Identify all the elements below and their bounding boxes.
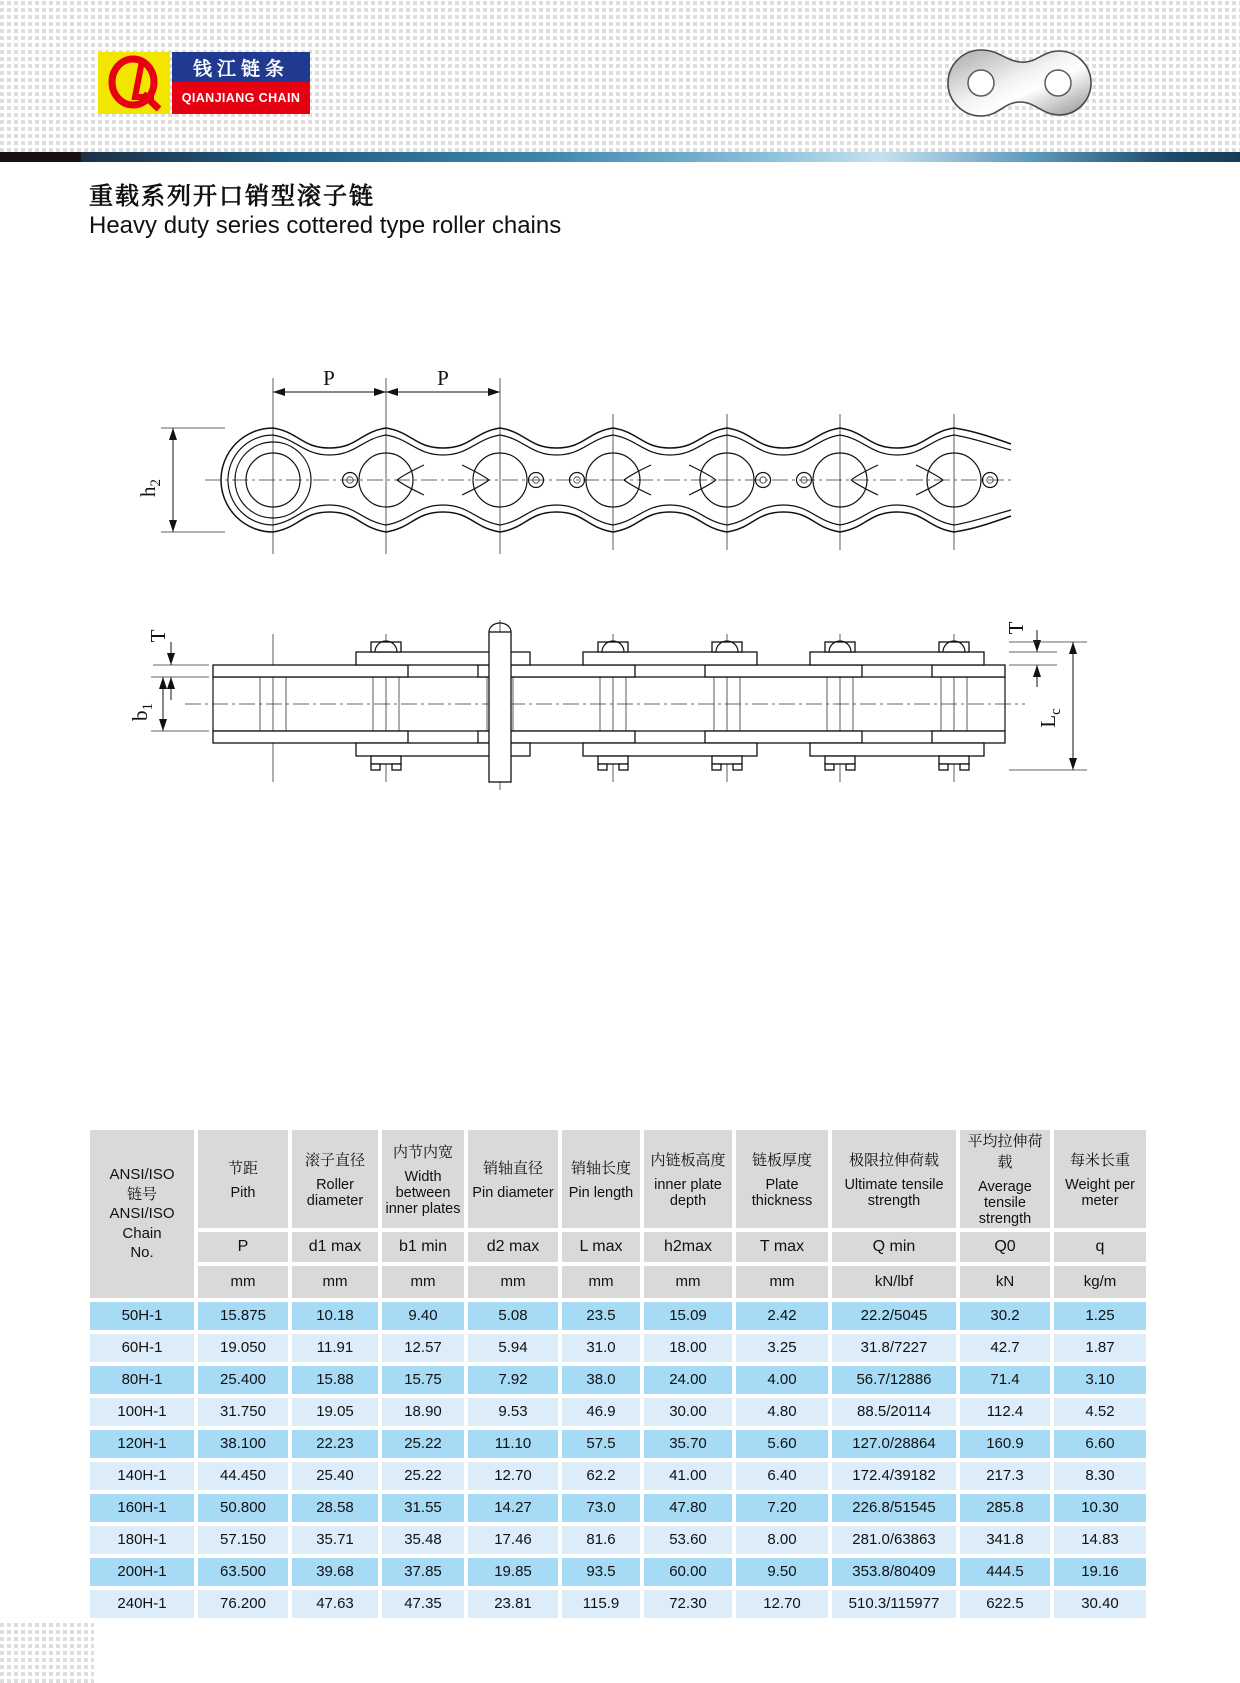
value-cell: 22.2/5045 — [832, 1302, 956, 1330]
value-cell: 46.9 — [562, 1398, 640, 1426]
value-cell: 6.60 — [1054, 1430, 1146, 1458]
value-cell: 19.050 — [198, 1334, 288, 1362]
value-cell: 18.90 — [382, 1398, 464, 1426]
value-cell: 5.08 — [468, 1302, 558, 1330]
chain-no-header-line: No. — [130, 1244, 154, 1262]
value-cell: 71.4 — [960, 1366, 1050, 1394]
value-cell: 42.7 — [960, 1334, 1050, 1362]
value-cell: 88.5/20114 — [832, 1398, 956, 1426]
value-cell: 7.20 — [736, 1494, 828, 1522]
column-header-en: Pith — [230, 1184, 256, 1201]
header-row-symbols — [90, 1232, 1146, 1262]
column-header-cn: 平均拉伸荷载 — [967, 1133, 1043, 1171]
column-unit: mm — [292, 1266, 378, 1298]
column-header-en: Ultimate tensile strength — [844, 1176, 944, 1209]
column-header-cn: 节距 — [227, 1159, 258, 1177]
value-cell: 15.88 — [292, 1366, 378, 1394]
value-cell: 17.46 — [468, 1526, 558, 1554]
pitch-dimension-label-1: P — [323, 366, 335, 390]
pin-length-dimension-label: $L_c$ — [1036, 708, 1064, 728]
value-cell: 12.70 — [736, 1590, 828, 1618]
value-cell: 14.83 — [1054, 1526, 1146, 1554]
value-cell: 31.55 — [382, 1494, 464, 1522]
chain-no-header-line: 链号 — [126, 1185, 157, 1203]
value-cell: 73.0 — [562, 1494, 640, 1522]
value-cell: 8.00 — [736, 1526, 828, 1554]
value-cell: 10.30 — [1054, 1494, 1146, 1522]
value-cell: 38.100 — [198, 1430, 288, 1458]
column-symbol: Q0 — [960, 1232, 1050, 1262]
value-cell: 44.450 — [198, 1462, 288, 1490]
table-row — [90, 1494, 1146, 1522]
column-unit: mm — [736, 1266, 828, 1298]
chain-no-column-header — [90, 1130, 194, 1298]
value-cell: 35.70 — [644, 1430, 732, 1458]
column-unit: kN/lbf — [832, 1266, 956, 1298]
column-header-cn: 销轴直径 — [482, 1159, 543, 1177]
value-cell: 19.85 — [468, 1558, 558, 1586]
column-symbol: d2 max — [468, 1232, 558, 1262]
value-cell: 172.4/39182 — [832, 1462, 956, 1490]
column-header-en: inner plate depth — [654, 1176, 722, 1209]
header-row-units — [90, 1266, 1146, 1298]
value-cell: 35.48 — [382, 1526, 464, 1554]
value-cell: 72.30 — [644, 1590, 732, 1618]
column-header-en: Roller diameter — [306, 1176, 364, 1209]
value-cell: 30.40 — [1054, 1590, 1146, 1618]
value-cell: 93.5 — [562, 1558, 640, 1586]
value-cell: 12.70 — [468, 1462, 558, 1490]
column-header-cn: 链板厚度 — [751, 1151, 812, 1169]
column-symbol: T max — [736, 1232, 828, 1262]
value-cell: 622.5 — [960, 1590, 1050, 1618]
column-header-6 — [644, 1130, 732, 1228]
value-cell: 31.0 — [562, 1334, 640, 1362]
value-cell: 10.18 — [292, 1302, 378, 1330]
chain-no-header-line: ANSI/ISO — [109, 1205, 175, 1223]
column-header-5 — [562, 1130, 640, 1228]
pitch-dimension-label-2: P — [437, 366, 449, 390]
value-cell: 11.10 — [468, 1430, 558, 1458]
header-bar-blue — [81, 152, 1240, 162]
value-cell: 50.800 — [198, 1494, 288, 1522]
column-symbol: q — [1054, 1232, 1146, 1262]
table-row — [90, 1430, 1146, 1458]
chain-no-cell: 80H-1 — [90, 1366, 194, 1394]
column-header-1 — [198, 1130, 288, 1228]
table-row — [90, 1462, 1146, 1490]
column-unit: mm — [468, 1266, 558, 1298]
column-header-en: Width between inner plates — [385, 1168, 461, 1217]
value-cell: 4.00 — [736, 1366, 828, 1394]
column-header-9 — [960, 1130, 1050, 1228]
column-header-cn: 内链板高度 — [650, 1151, 726, 1169]
spec-table — [86, 1126, 1150, 1622]
value-cell: 4.80 — [736, 1398, 828, 1426]
value-cell: 15.875 — [198, 1302, 288, 1330]
value-cell: 15.09 — [644, 1302, 732, 1330]
value-cell: 81.6 — [562, 1526, 640, 1554]
logo — [98, 52, 170, 114]
table-row — [90, 1526, 1146, 1554]
column-unit: kN — [960, 1266, 1050, 1298]
value-cell: 38.0 — [562, 1366, 640, 1394]
column-header-7 — [736, 1130, 828, 1228]
value-cell: 22.23 — [292, 1430, 378, 1458]
value-cell: 76.200 — [198, 1590, 288, 1618]
value-cell: 6.40 — [736, 1462, 828, 1490]
column-unit: mm — [644, 1266, 732, 1298]
column-unit: kg/m — [1054, 1266, 1146, 1298]
value-cell: 39.68 — [292, 1558, 378, 1586]
column-symbol: Q min — [832, 1232, 956, 1262]
chain-no-cell: 240H-1 — [90, 1590, 194, 1618]
value-cell: 2.42 — [736, 1302, 828, 1330]
value-cell: 9.40 — [382, 1302, 464, 1330]
value-cell: 3.25 — [736, 1334, 828, 1362]
value-cell: 37.85 — [382, 1558, 464, 1586]
column-symbol: L max — [562, 1232, 640, 1262]
column-header-en: Weight per meter — [1065, 1176, 1135, 1209]
value-cell: 25.22 — [382, 1430, 464, 1458]
value-cell: 1.87 — [1054, 1334, 1146, 1362]
value-cell: 57.150 — [198, 1526, 288, 1554]
column-unit: mm — [198, 1266, 288, 1298]
value-cell: 47.80 — [644, 1494, 732, 1522]
column-header-cn: 滚子直径 — [304, 1151, 365, 1169]
value-cell: 9.50 — [736, 1558, 828, 1586]
column-header-cn: 每米长重 — [1069, 1151, 1130, 1169]
column-symbol: h2max — [644, 1232, 732, 1262]
value-cell: 57.5 — [562, 1430, 640, 1458]
value-cell: 3.10 — [1054, 1366, 1146, 1394]
chain-no-cell: 200H-1 — [90, 1558, 194, 1586]
chain-no-cell: 160H-1 — [90, 1494, 194, 1522]
column-header-cn: 销轴长度 — [570, 1159, 631, 1177]
table-row — [90, 1366, 1146, 1394]
page-title-en: Heavy duty series cottered type roller chains — [89, 212, 562, 239]
value-cell: 35.71 — [292, 1526, 378, 1554]
chain-no-cell: 180H-1 — [90, 1526, 194, 1554]
value-cell: 23.81 — [468, 1590, 558, 1618]
chain-no-header-line: ANSI/ISO — [109, 1166, 175, 1184]
value-cell: 5.60 — [736, 1430, 828, 1458]
column-header-cn: 极限拉伸荷载 — [848, 1151, 939, 1169]
table-row — [90, 1334, 1146, 1362]
spec-table-body — [90, 1302, 1146, 1618]
value-cell: 25.22 — [382, 1462, 464, 1490]
logo-name-cn: 钱江链条 — [172, 52, 310, 82]
value-cell: 63.500 — [198, 1558, 288, 1586]
value-cell: 28.58 — [292, 1494, 378, 1522]
value-cell: 53.60 — [644, 1526, 732, 1554]
value-cell: 18.00 — [644, 1334, 732, 1362]
value-cell: 60.00 — [644, 1558, 732, 1586]
spec-table-wrap — [86, 1126, 1150, 1622]
value-cell: 19.16 — [1054, 1558, 1146, 1586]
value-cell: 281.0/63863 — [832, 1526, 956, 1554]
value-cell: 127.0/28864 — [832, 1430, 956, 1458]
column-unit: mm — [382, 1266, 464, 1298]
chain-plate-illustration — [942, 44, 1098, 122]
value-cell: 4.52 — [1054, 1398, 1146, 1426]
value-cell: 12.57 — [382, 1334, 464, 1362]
value-cell: 8.30 — [1054, 1462, 1146, 1490]
chain-no-cell: 50H-1 — [90, 1302, 194, 1330]
column-header-8 — [832, 1130, 956, 1228]
value-cell: 47.35 — [382, 1590, 464, 1618]
value-cell: 217.3 — [960, 1462, 1050, 1490]
column-unit: mm — [562, 1266, 640, 1298]
column-symbol: d1 max — [292, 1232, 378, 1262]
bottom-dot-pattern — [0, 1620, 94, 1683]
value-cell: 56.7/12886 — [832, 1366, 956, 1394]
value-cell: 1.25 — [1054, 1302, 1146, 1330]
value-cell: 30.2 — [960, 1302, 1050, 1330]
value-cell: 15.75 — [382, 1366, 464, 1394]
chain-no-cell: 140H-1 — [90, 1462, 194, 1490]
value-cell: 31.8/7227 — [832, 1334, 956, 1362]
column-header-10 — [1054, 1130, 1146, 1228]
side-view-drawing — [125, 362, 1015, 567]
value-cell: 9.53 — [468, 1398, 558, 1426]
value-cell: 353.8/80409 — [832, 1558, 956, 1586]
column-header-2 — [292, 1130, 378, 1228]
value-cell: 41.00 — [644, 1462, 732, 1490]
column-header-en: Pin diameter — [472, 1184, 554, 1201]
value-cell: 341.8 — [960, 1526, 1050, 1554]
value-cell: 47.63 — [292, 1590, 378, 1618]
plan-view-drawing — [125, 612, 1095, 797]
column-symbol: b1 min — [382, 1232, 464, 1262]
value-cell: 5.94 — [468, 1334, 558, 1362]
value-cell: 24.00 — [644, 1366, 732, 1394]
logo-monogram — [98, 52, 170, 114]
value-cell: 25.400 — [198, 1366, 288, 1394]
plate-thickness-dimension-label-right: T — [1004, 621, 1028, 635]
value-cell: 31.750 — [198, 1398, 288, 1426]
table-row — [90, 1590, 1146, 1618]
value-cell: 19.05 — [292, 1398, 378, 1426]
value-cell: 25.40 — [292, 1462, 378, 1490]
column-header-en: Pin length — [568, 1184, 634, 1201]
plate-thickness-dimension-label-left: T — [146, 629, 170, 643]
logo-name-en: QIANJIANG CHAIN — [172, 82, 310, 114]
value-cell: 444.5 — [960, 1558, 1050, 1586]
value-cell: 112.4 — [960, 1398, 1050, 1426]
chain-no-cell: 100H-1 — [90, 1398, 194, 1426]
value-cell: 30.00 — [644, 1398, 732, 1426]
column-header-en: Plate thickness — [751, 1176, 813, 1209]
logo-wordmark — [172, 52, 310, 114]
header-row-names — [90, 1130, 1146, 1228]
column-header-4 — [468, 1130, 558, 1228]
table-row — [90, 1302, 1146, 1330]
value-cell: 115.9 — [562, 1590, 640, 1618]
value-cell: 285.8 — [960, 1494, 1050, 1522]
header-bar-black — [0, 152, 81, 162]
chain-no-cell: 60H-1 — [90, 1334, 194, 1362]
chain-no-cell: 120H-1 — [90, 1430, 194, 1458]
value-cell: 23.5 — [562, 1302, 640, 1330]
value-cell: 510.3/115977 — [832, 1590, 956, 1618]
page-title-cn: 重载系列开口销型滚子链 — [89, 183, 375, 210]
table-row — [90, 1398, 1146, 1426]
plate-height-dimension-label: $h_2$ — [136, 479, 164, 497]
value-cell: 14.27 — [468, 1494, 558, 1522]
column-header-en: Average tensile strength — [978, 1179, 1032, 1228]
value-cell: 7.92 — [468, 1366, 558, 1394]
chain-no-header-line: Chain — [122, 1224, 162, 1242]
value-cell: 226.8/51545 — [832, 1494, 956, 1522]
column-symbol: P — [198, 1232, 288, 1262]
table-row — [90, 1558, 1146, 1586]
inner-width-dimension-label: $b_1$ — [128, 703, 156, 721]
column-header-3 — [382, 1130, 464, 1228]
value-cell: 160.9 — [960, 1430, 1050, 1458]
value-cell: 11.91 — [292, 1334, 378, 1362]
column-header-cn: 内节内宽 — [392, 1143, 453, 1161]
value-cell: 62.2 — [562, 1462, 640, 1490]
